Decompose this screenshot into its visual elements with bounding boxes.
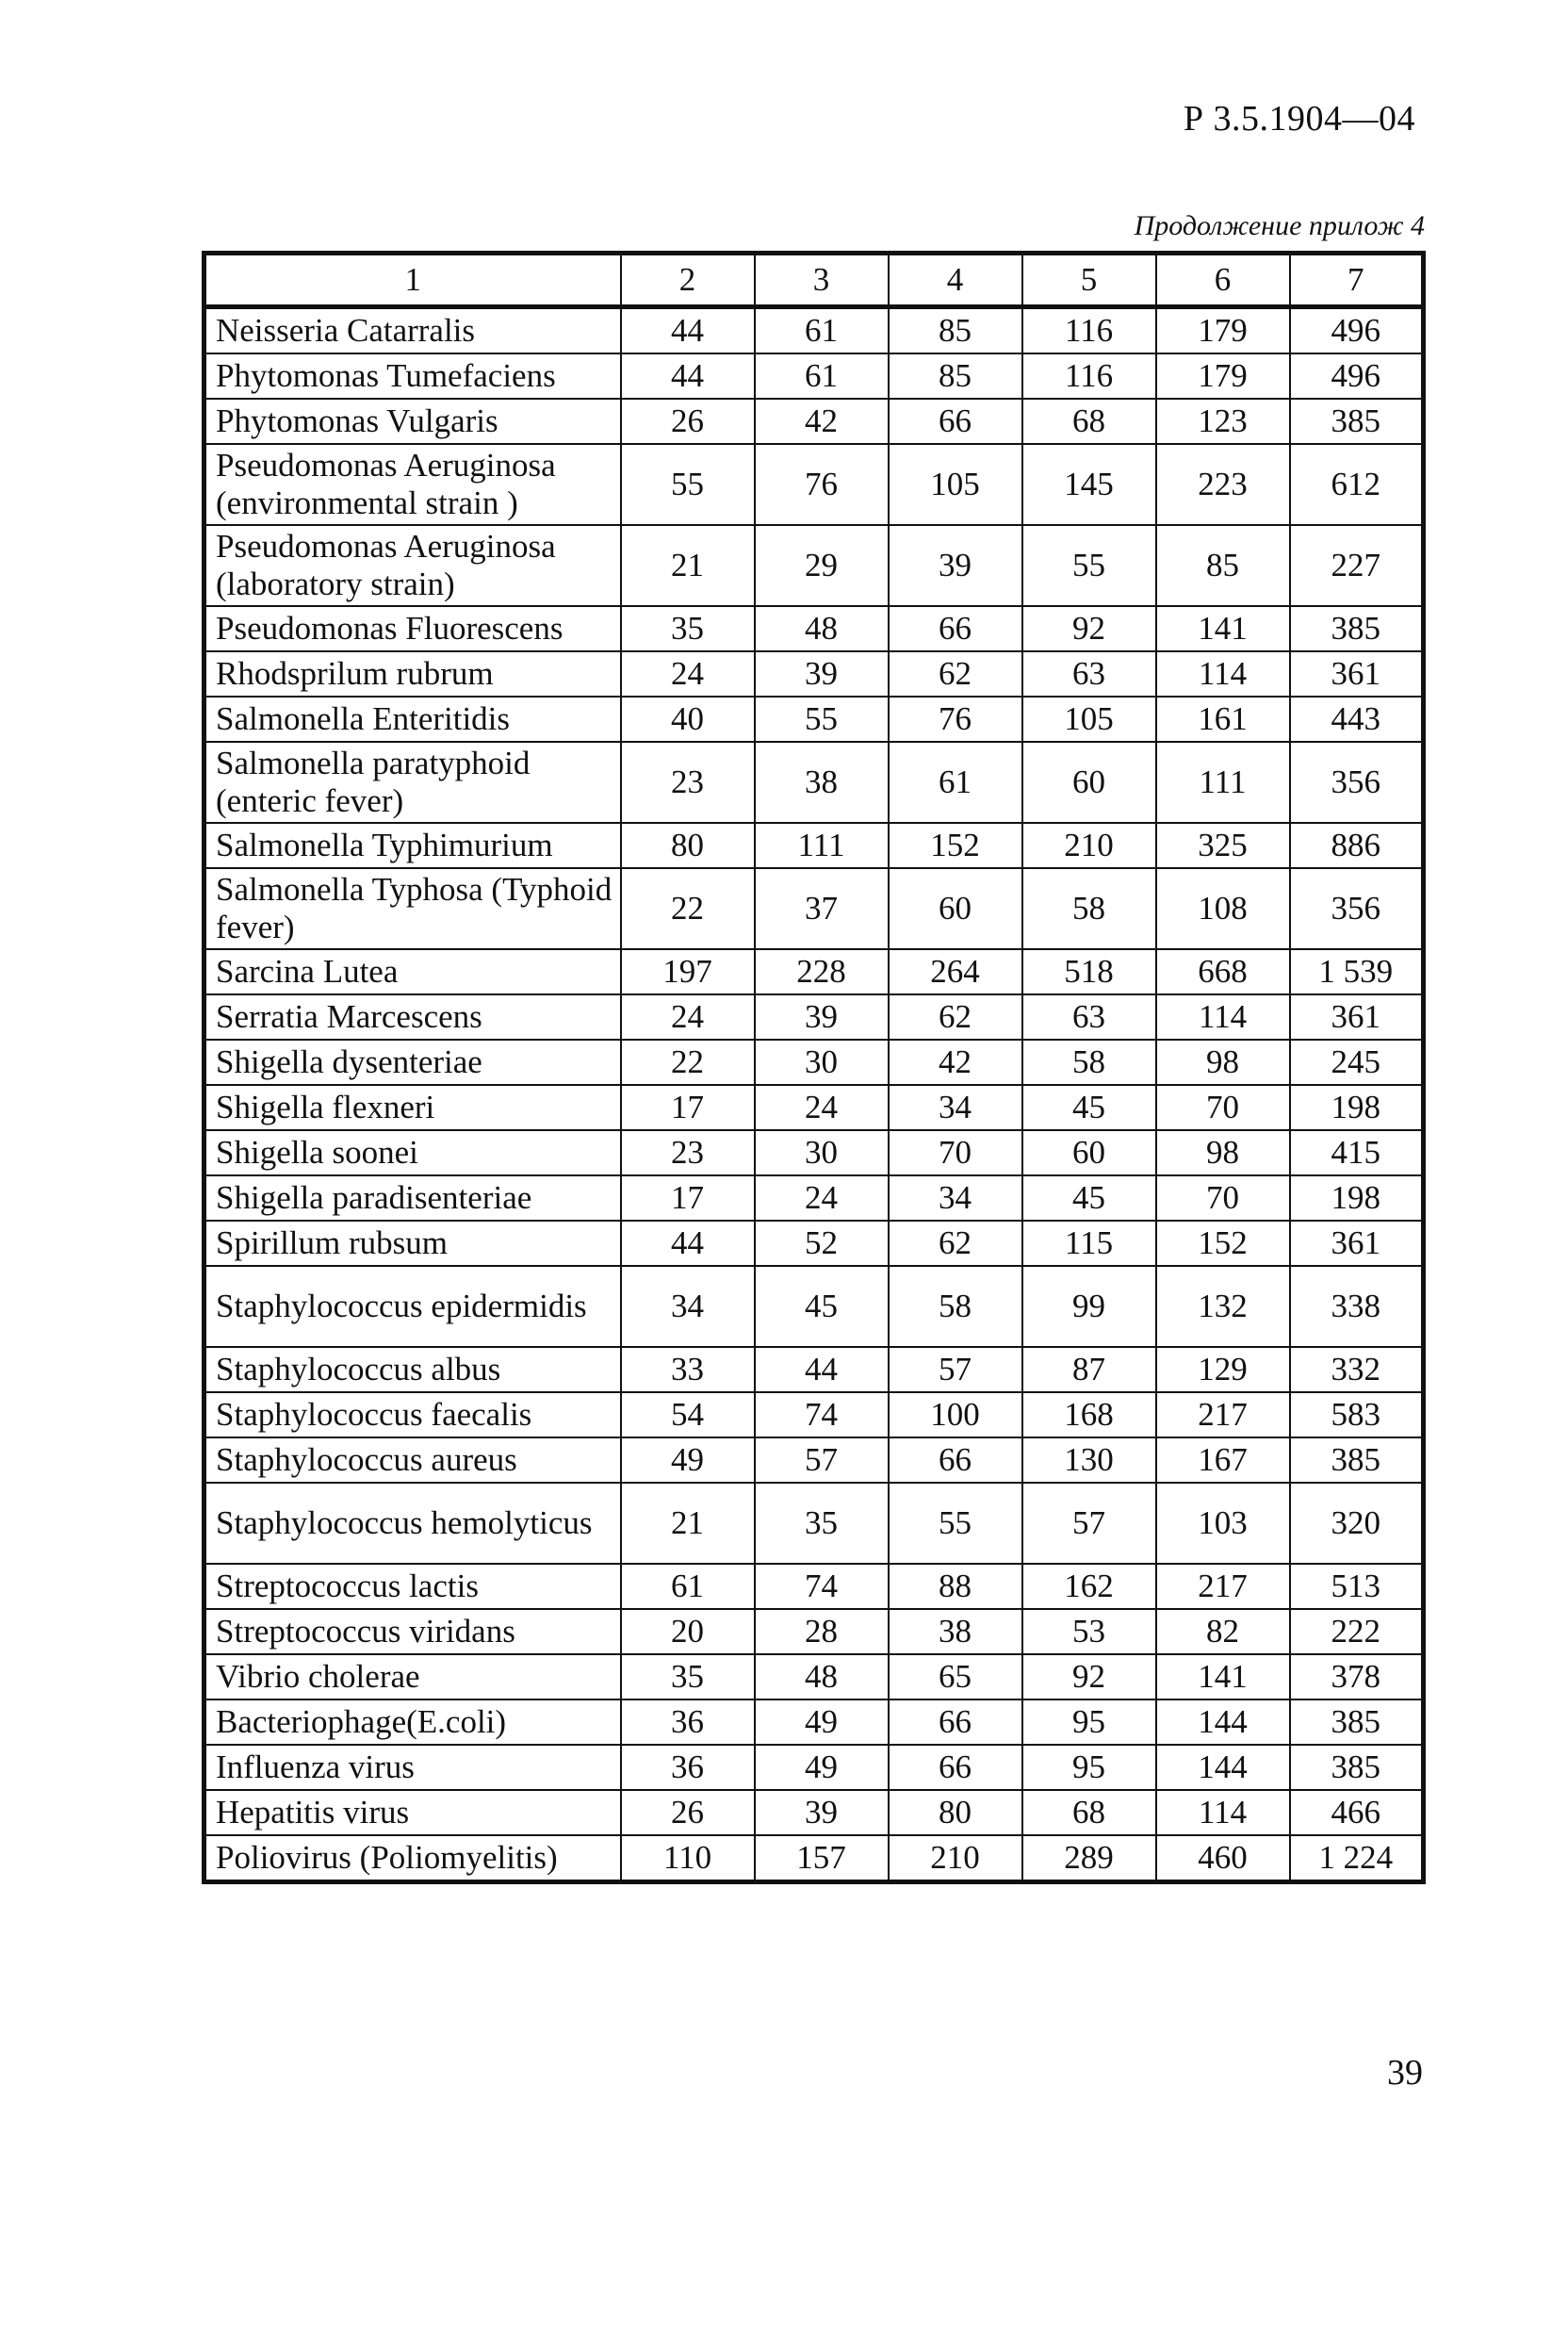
- value-cell: 44: [621, 353, 755, 399]
- value-cell: 55: [1022, 525, 1156, 606]
- organism-name-cell: Shigella flexneri: [204, 1085, 621, 1130]
- value-cell: 49: [621, 1437, 755, 1483]
- value-cell: 30: [755, 1130, 889, 1175]
- value-cell: 87: [1022, 1347, 1156, 1392]
- value-cell: 34: [621, 1266, 755, 1347]
- value-cell: 45: [1022, 1085, 1156, 1130]
- value-cell: 53: [1022, 1609, 1156, 1654]
- value-cell: 92: [1022, 1654, 1156, 1699]
- organism-name-cell: Phytomonas Tumefaciens: [204, 353, 621, 399]
- table-row: [204, 1392, 1424, 1437]
- table-row: [204, 1437, 1424, 1483]
- value-cell: 70: [1156, 1175, 1290, 1221]
- value-cell: 361: [1290, 994, 1424, 1040]
- value-cell: 44: [621, 1221, 755, 1266]
- table-row: [204, 1221, 1424, 1266]
- value-cell: 55: [621, 444, 755, 525]
- column-header: 7: [1290, 254, 1424, 307]
- value-cell: 668: [1156, 949, 1290, 994]
- value-cell: 57: [889, 1347, 1022, 1392]
- value-cell: 42: [755, 399, 889, 444]
- value-cell: 152: [1156, 1221, 1290, 1266]
- value-cell: 144: [1156, 1699, 1290, 1745]
- column-header: 4: [889, 254, 1022, 307]
- value-cell: 356: [1290, 742, 1424, 823]
- value-cell: 60: [889, 868, 1022, 949]
- table-row: [204, 868, 1424, 949]
- page-number: 39: [1387, 2053, 1423, 2093]
- value-cell: 217: [1156, 1564, 1290, 1609]
- value-cell: 264: [889, 949, 1022, 994]
- value-cell: 76: [755, 444, 889, 525]
- value-cell: 39: [755, 651, 889, 697]
- value-cell: 95: [1022, 1699, 1156, 1745]
- value-cell: 518: [1022, 949, 1156, 994]
- value-cell: 92: [1022, 606, 1156, 651]
- value-cell: 466: [1290, 1790, 1424, 1835]
- value-cell: 114: [1156, 994, 1290, 1040]
- value-cell: 74: [755, 1392, 889, 1437]
- column-header: 5: [1022, 254, 1156, 307]
- value-cell: 34: [889, 1175, 1022, 1221]
- value-cell: 66: [889, 606, 1022, 651]
- value-cell: 223: [1156, 444, 1290, 525]
- organism-name-cell: Bacteriophage(E.coli): [204, 1699, 621, 1745]
- value-cell: 57: [1022, 1483, 1156, 1564]
- value-cell: 162: [1022, 1564, 1156, 1609]
- value-cell: 74: [755, 1564, 889, 1609]
- value-cell: 123: [1156, 399, 1290, 444]
- value-cell: 129: [1156, 1347, 1290, 1392]
- value-cell: 62: [889, 651, 1022, 697]
- table-row: [204, 1609, 1424, 1654]
- organism-name-cell: Salmonella Enteritidis: [204, 697, 621, 742]
- value-cell: 58: [1022, 868, 1156, 949]
- organism-name-cell: Spirillum rubsum: [204, 1221, 621, 1266]
- value-cell: 210: [889, 1835, 1022, 1882]
- value-cell: 116: [1022, 353, 1156, 399]
- value-cell: 44: [755, 1347, 889, 1392]
- table-row: [204, 1745, 1424, 1790]
- value-cell: 114: [1156, 1790, 1290, 1835]
- table-row: [204, 606, 1424, 651]
- value-cell: 161: [1156, 697, 1290, 742]
- value-cell: 22: [621, 1040, 755, 1085]
- value-cell: 61: [889, 742, 1022, 823]
- value-cell: 356: [1290, 868, 1424, 949]
- organism-name-cell: Neisseria Catarralis: [204, 307, 621, 354]
- value-cell: 111: [755, 823, 889, 868]
- value-cell: 36: [621, 1745, 755, 1790]
- table-row: [204, 697, 1424, 742]
- value-cell: 320: [1290, 1483, 1424, 1564]
- value-cell: 70: [889, 1130, 1022, 1175]
- value-cell: 24: [621, 994, 755, 1040]
- value-cell: 886: [1290, 823, 1424, 868]
- value-cell: 80: [621, 823, 755, 868]
- table-row: [204, 651, 1424, 697]
- value-cell: 42: [889, 1040, 1022, 1085]
- value-cell: 198: [1290, 1175, 1424, 1221]
- value-cell: 85: [889, 353, 1022, 399]
- value-cell: 227: [1290, 525, 1424, 606]
- value-cell: 39: [755, 994, 889, 1040]
- organism-name-cell: Streptococcus viridans: [204, 1609, 621, 1654]
- table-row: [204, 1699, 1424, 1745]
- column-header: 3: [755, 254, 889, 307]
- value-cell: 85: [889, 307, 1022, 354]
- organism-name-cell: Pseudomonas Fluorescens: [204, 606, 621, 651]
- table-row: [204, 399, 1424, 444]
- column-header: 6: [1156, 254, 1290, 307]
- value-cell: 66: [889, 1437, 1022, 1483]
- value-cell: 105: [1022, 697, 1156, 742]
- table-row: [204, 1835, 1424, 1882]
- organism-name-cell: Influenza virus: [204, 1745, 621, 1790]
- value-cell: 98: [1156, 1040, 1290, 1085]
- value-cell: 54: [621, 1392, 755, 1437]
- value-cell: 132: [1156, 1266, 1290, 1347]
- value-cell: 21: [621, 1483, 755, 1564]
- value-cell: 130: [1022, 1437, 1156, 1483]
- value-cell: 40: [621, 697, 755, 742]
- value-cell: 63: [1022, 994, 1156, 1040]
- value-cell: 385: [1290, 1699, 1424, 1745]
- value-cell: 68: [1022, 399, 1156, 444]
- organism-name-cell: Staphylococcus albus: [204, 1347, 621, 1392]
- value-cell: 88: [889, 1564, 1022, 1609]
- value-cell: 55: [755, 697, 889, 742]
- value-cell: 80: [889, 1790, 1022, 1835]
- table-row: [204, 444, 1424, 525]
- value-cell: 61: [621, 1564, 755, 1609]
- value-cell: 513: [1290, 1564, 1424, 1609]
- organism-name-cell: Pseudomonas Aeruginosa (laboratory strain): [204, 525, 621, 606]
- value-cell: 35: [755, 1483, 889, 1564]
- value-cell: 385: [1290, 1437, 1424, 1483]
- table-row: [204, 525, 1424, 606]
- value-cell: 22: [621, 868, 755, 949]
- value-cell: 61: [755, 353, 889, 399]
- value-cell: 70: [1156, 1085, 1290, 1130]
- value-cell: 167: [1156, 1437, 1290, 1483]
- value-cell: 45: [1022, 1175, 1156, 1221]
- organism-name-cell: Staphylococcus epidermidis: [204, 1266, 621, 1347]
- value-cell: 85: [1156, 525, 1290, 606]
- value-cell: 197: [621, 949, 755, 994]
- organism-name-cell: Pseudomonas Aeruginosa (environmental strain ): [204, 444, 621, 525]
- value-cell: 26: [621, 1790, 755, 1835]
- value-cell: 52: [755, 1221, 889, 1266]
- table-row: [204, 1130, 1424, 1175]
- table-row: [204, 1654, 1424, 1699]
- table-row: [204, 1347, 1424, 1392]
- value-cell: 68: [1022, 1790, 1156, 1835]
- value-cell: 33: [621, 1347, 755, 1392]
- value-cell: 103: [1156, 1483, 1290, 1564]
- value-cell: 222: [1290, 1609, 1424, 1654]
- value-cell: 338: [1290, 1266, 1424, 1347]
- value-cell: 111: [1156, 742, 1290, 823]
- value-cell: 24: [621, 651, 755, 697]
- value-cell: 210: [1022, 823, 1156, 868]
- table-row: [204, 742, 1424, 823]
- table-row: [204, 1266, 1424, 1347]
- value-cell: 325: [1156, 823, 1290, 868]
- value-cell: 62: [889, 994, 1022, 1040]
- value-cell: 385: [1290, 606, 1424, 651]
- value-cell: 1 539: [1290, 949, 1424, 994]
- table-body: [204, 307, 1424, 1882]
- value-cell: 66: [889, 399, 1022, 444]
- value-cell: 49: [755, 1745, 889, 1790]
- table-row: [204, 307, 1424, 354]
- value-cell: 17: [621, 1175, 755, 1221]
- organism-name-cell: Rhodsprilum rubrum: [204, 651, 621, 697]
- value-cell: 583: [1290, 1392, 1424, 1437]
- value-cell: 145: [1022, 444, 1156, 525]
- table-row: [204, 994, 1424, 1040]
- value-cell: 20: [621, 1609, 755, 1654]
- organism-name-cell: Salmonella Typhimurium: [204, 823, 621, 868]
- value-cell: 612: [1290, 444, 1424, 525]
- value-cell: 48: [755, 1654, 889, 1699]
- value-cell: 1 224: [1290, 1835, 1424, 1882]
- value-cell: 114: [1156, 651, 1290, 697]
- value-cell: 35: [621, 1654, 755, 1699]
- value-cell: 179: [1156, 307, 1290, 354]
- data-table: [202, 251, 1426, 1884]
- value-cell: 105: [889, 444, 1022, 525]
- table-row: [204, 1790, 1424, 1835]
- value-cell: 99: [1022, 1266, 1156, 1347]
- value-cell: 61: [755, 307, 889, 354]
- value-cell: 141: [1156, 606, 1290, 651]
- value-cell: 37: [755, 868, 889, 949]
- table-row: [204, 353, 1424, 399]
- value-cell: 39: [889, 525, 1022, 606]
- organism-name-cell: Hepatitis virus: [204, 1790, 621, 1835]
- table-header-row: [204, 254, 1424, 307]
- value-cell: 141: [1156, 1654, 1290, 1699]
- table-row: [204, 949, 1424, 994]
- value-cell: 115: [1022, 1221, 1156, 1266]
- column-header: 1: [204, 254, 621, 307]
- value-cell: 496: [1290, 353, 1424, 399]
- value-cell: 36: [621, 1699, 755, 1745]
- value-cell: 98: [1156, 1130, 1290, 1175]
- value-cell: 108: [1156, 868, 1290, 949]
- value-cell: 21: [621, 525, 755, 606]
- value-cell: 63: [1022, 651, 1156, 697]
- value-cell: 38: [755, 742, 889, 823]
- organism-name-cell: Shigella dysenteriae: [204, 1040, 621, 1085]
- value-cell: 385: [1290, 399, 1424, 444]
- value-cell: 23: [621, 742, 755, 823]
- value-cell: 24: [755, 1175, 889, 1221]
- organism-name-cell: Staphylococcus faecalis: [204, 1392, 621, 1437]
- value-cell: 245: [1290, 1040, 1424, 1085]
- value-cell: 44: [621, 307, 755, 354]
- organism-name-cell: Streptococcus lactis: [204, 1564, 621, 1609]
- value-cell: 378: [1290, 1654, 1424, 1699]
- organism-name-cell: Sarcina Lutea: [204, 949, 621, 994]
- value-cell: 95: [1022, 1745, 1156, 1790]
- value-cell: 415: [1290, 1130, 1424, 1175]
- value-cell: 58: [889, 1266, 1022, 1347]
- value-cell: 361: [1290, 1221, 1424, 1266]
- value-cell: 57: [755, 1437, 889, 1483]
- value-cell: 116: [1022, 307, 1156, 354]
- value-cell: 100: [889, 1392, 1022, 1437]
- value-cell: 45: [755, 1266, 889, 1347]
- value-cell: 35: [621, 606, 755, 651]
- value-cell: 62: [889, 1221, 1022, 1266]
- organism-name-cell: Staphylococcus hemolyticus: [204, 1483, 621, 1564]
- document-code: Р 3.5.1904—04: [1183, 99, 1415, 139]
- value-cell: 82: [1156, 1609, 1290, 1654]
- organism-name-cell: Salmonella paratyphoid (enteric fever): [204, 742, 621, 823]
- table-row: [204, 1564, 1424, 1609]
- table-row: [204, 1175, 1424, 1221]
- organism-name-cell: Serratia Marcescens: [204, 994, 621, 1040]
- value-cell: 58: [1022, 1040, 1156, 1085]
- value-cell: 76: [889, 697, 1022, 742]
- table-row: [204, 1483, 1424, 1564]
- value-cell: 66: [889, 1699, 1022, 1745]
- value-cell: 443: [1290, 697, 1424, 742]
- value-cell: 179: [1156, 353, 1290, 399]
- value-cell: 361: [1290, 651, 1424, 697]
- table-row: [204, 823, 1424, 868]
- value-cell: 144: [1156, 1745, 1290, 1790]
- organism-name-cell: Poliovirus (Poliomyelitis): [204, 1835, 621, 1882]
- value-cell: 48: [755, 606, 889, 651]
- value-cell: 49: [755, 1699, 889, 1745]
- value-cell: 26: [621, 399, 755, 444]
- value-cell: 17: [621, 1085, 755, 1130]
- value-cell: 30: [755, 1040, 889, 1085]
- table-row: [204, 1040, 1424, 1085]
- organism-name-cell: Phytomonas Vulgaris: [204, 399, 621, 444]
- value-cell: 460: [1156, 1835, 1290, 1882]
- value-cell: 65: [889, 1654, 1022, 1699]
- value-cell: 60: [1022, 1130, 1156, 1175]
- organism-name-cell: Salmonella Typhosa (Typhoid fever): [204, 868, 621, 949]
- continuation-label: Продолжение прилож 4: [1134, 210, 1425, 241]
- value-cell: 198: [1290, 1085, 1424, 1130]
- value-cell: 217: [1156, 1392, 1290, 1437]
- value-cell: 168: [1022, 1392, 1156, 1437]
- organism-name-cell: Staphylococcus aureus: [204, 1437, 621, 1483]
- organism-name-cell: Vibrio cholerae: [204, 1654, 621, 1699]
- value-cell: 34: [889, 1085, 1022, 1130]
- value-cell: 23: [621, 1130, 755, 1175]
- table-row: [204, 1085, 1424, 1130]
- value-cell: 152: [889, 823, 1022, 868]
- value-cell: 66: [889, 1745, 1022, 1790]
- value-cell: 28: [755, 1609, 889, 1654]
- value-cell: 55: [889, 1483, 1022, 1564]
- value-cell: 332: [1290, 1347, 1424, 1392]
- value-cell: 157: [755, 1835, 889, 1882]
- value-cell: 228: [755, 949, 889, 994]
- value-cell: 29: [755, 525, 889, 606]
- value-cell: 289: [1022, 1835, 1156, 1882]
- column-header: 2: [621, 254, 755, 307]
- value-cell: 39: [755, 1790, 889, 1835]
- organism-name-cell: Shigella paradisenteriae: [204, 1175, 621, 1221]
- value-cell: 60: [1022, 742, 1156, 823]
- value-cell: 385: [1290, 1745, 1424, 1790]
- value-cell: 24: [755, 1085, 889, 1130]
- value-cell: 496: [1290, 307, 1424, 354]
- organism-name-cell: Shigella soonei: [204, 1130, 621, 1175]
- value-cell: 38: [889, 1609, 1022, 1654]
- value-cell: 110: [621, 1835, 755, 1882]
